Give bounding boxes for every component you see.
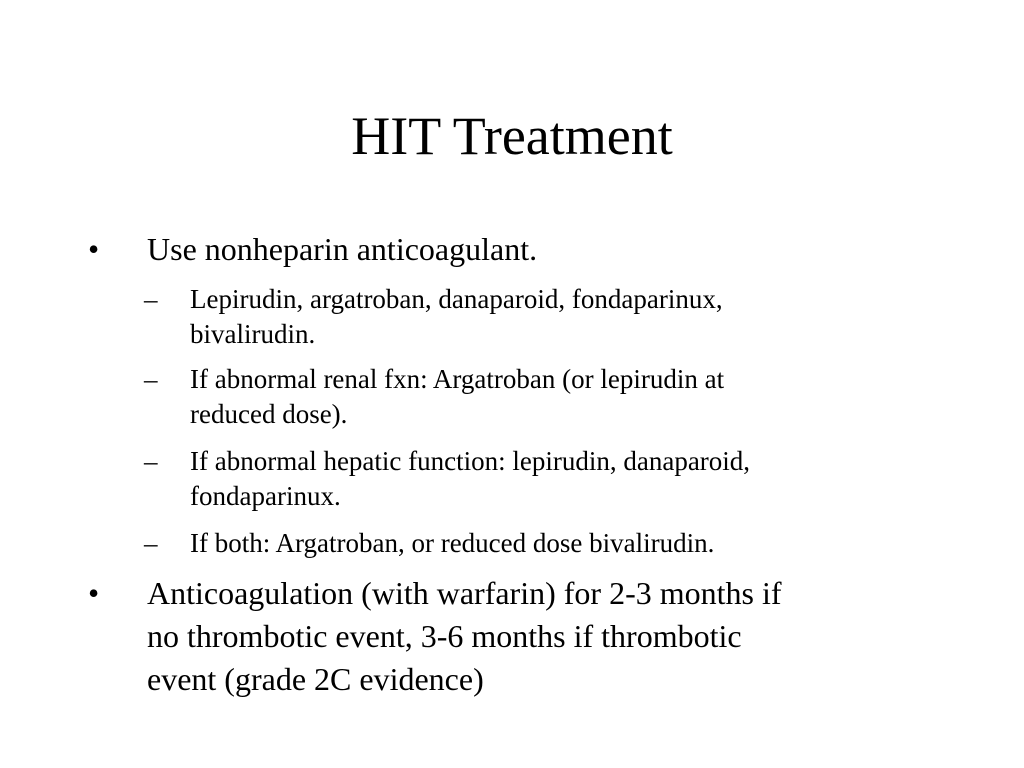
bullet-text: event (grade 2C evidence) <box>147 661 484 697</box>
bullet-icon: • <box>88 231 100 267</box>
dash-icon: – <box>144 284 158 314</box>
sub-bullet-text: bivalirudin. <box>190 319 316 349</box>
dash-icon: – <box>144 446 158 476</box>
dash-icon: – <box>144 364 158 394</box>
bullet-text: Use nonheparin anticoagulant. <box>147 231 538 267</box>
bullet-text: Anticoagulation (with warfarin) for 2-3 months if <box>147 575 782 611</box>
sub-bullet-text: reduced dose). <box>190 399 348 429</box>
bullet-icon: • <box>88 575 100 611</box>
sub-bullet-text: If both: Argatroban, or reduced dose bivalirudin. <box>190 528 715 558</box>
dash-icon: – <box>144 528 158 558</box>
sub-bullet-text: If abnormal hepatic function: lepirudin, danaparoid, <box>190 446 751 476</box>
sub-bullet-text: Lepirudin, argatroban, danaparoid, fondaparinux, <box>190 284 723 314</box>
slide-title: HIT Treatment <box>351 106 673 166</box>
sub-bullet-text: If abnormal renal fxn: Argatroban (or lepirudin at <box>190 364 725 394</box>
bullet-text: no thrombotic event, 3-6 months if thrombotic <box>147 618 742 654</box>
sub-bullet-text: fondaparinux. <box>190 481 341 511</box>
